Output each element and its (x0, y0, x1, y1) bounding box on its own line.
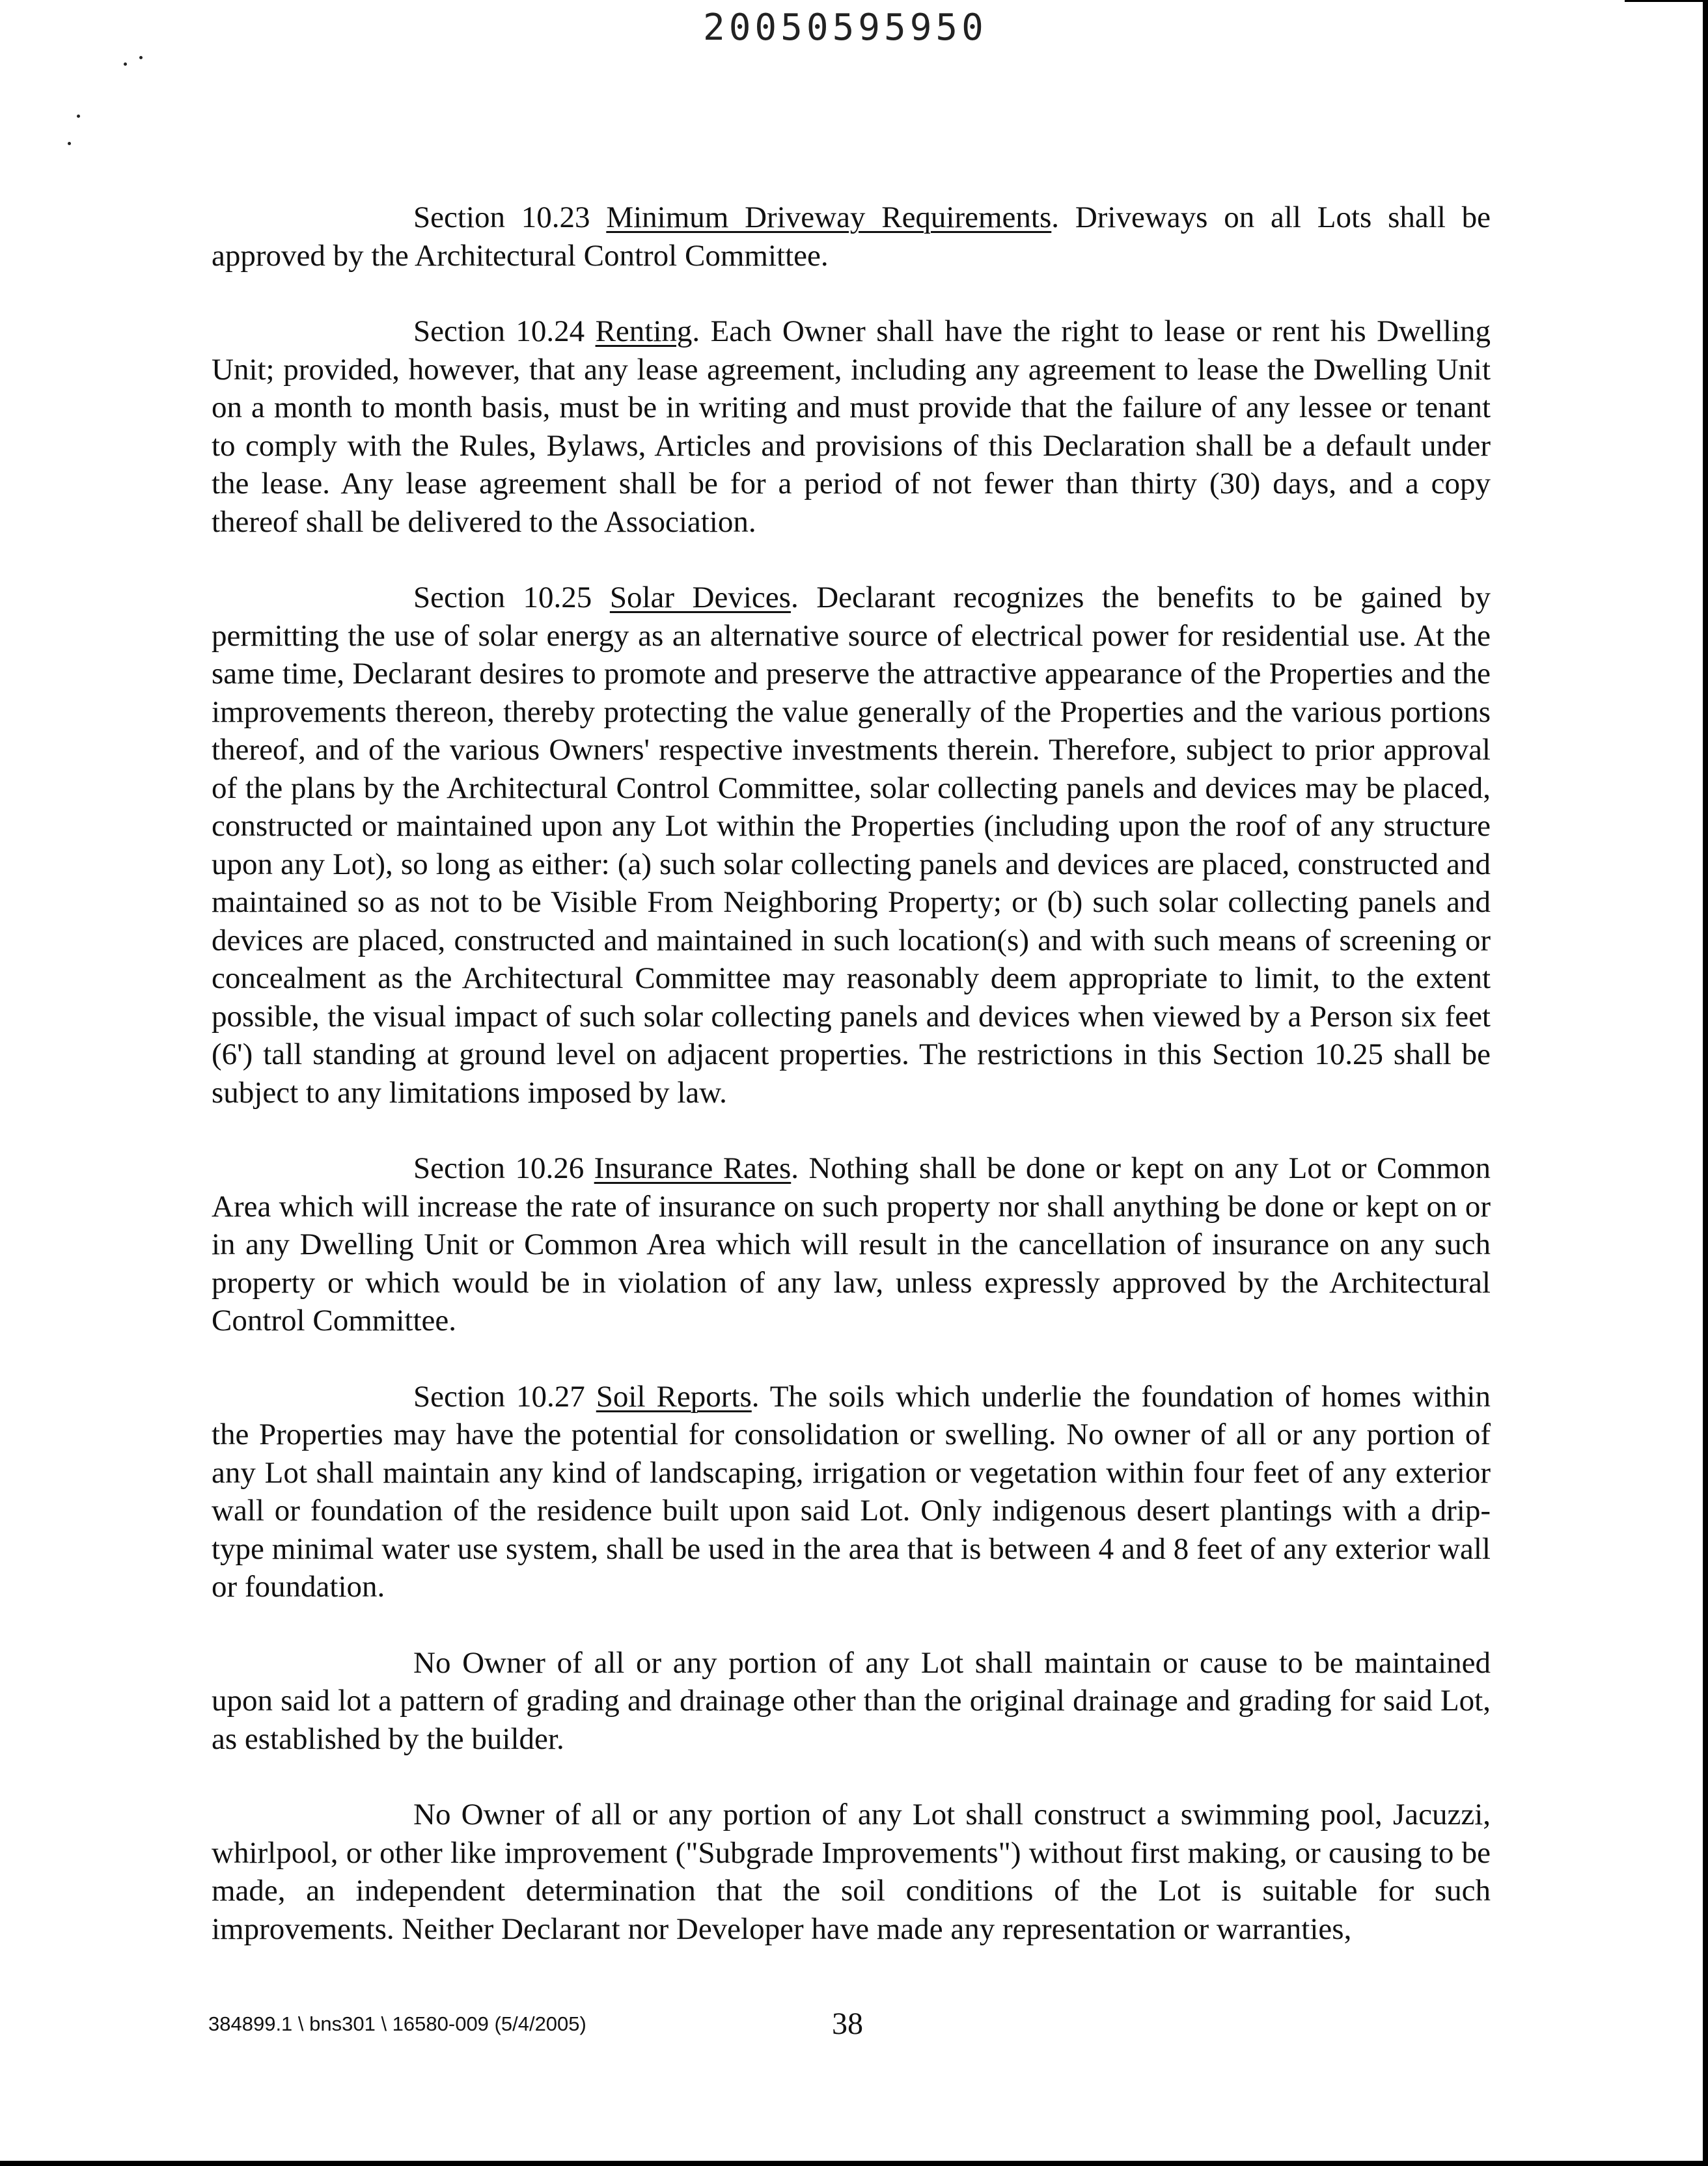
section-10-25: Section 10.25 Solar Devices. Declarant recognizes the benefits to be gained by permitting the use of solar energy as an alternative source of electrical power for residential use. At the same time, Declarant desires to promote and preserve the attractive appearance of the Properties and the improvements thereon, thereby protecting the value generally of the Properties and the various portions thereof, and of the various Owners' respective investments therein. Therefore, subject to prior approval of the plans by the Architectural Control Committee, solar collecting panels and devices may be placed, constructed or maintained upon any Lot within the Properties (including upon the roof of any structure upon any Lot), so long as either: (a) such solar collecting panels and devices are placed, constructed and maintained so as not to be Visible From Neighboring Property; or (b) such solar collecting panels and devices are placed, constructed and maintained in such location(s) and with such means of screening or concealment as the Architectural Committee may reasonably deem appropriate to limit, to the extent possible, the visual impact of such solar collecting panels and devices when viewed by a Person six feet (6') tall standing at ground level on adjacent properties. The restrictions in this Section 10.25 shall be subject to any limitations imposed by law. (212, 581, 1491, 1110)
section-number: Section 10.26 (413, 1151, 585, 1185)
scan-speck (68, 142, 71, 145)
grading-paragraph: No Owner of all or any portion of any Lot shall maintain or cause to be maintained upon said lot a pattern of grading and drainage other than the original drainage and grading for said Lot, as established by the builder. (212, 1645, 1491, 1756)
section-text: Nothing shall be done or kept on any Lot or Common Area which will increase the rate of insurance on such property nor shall anything be done or kept on or in any Dwelling Unit or Common Area which will result in the cancellation of insurance on any such property or which would be in violation of any law, unless expressly approved by the Architectural Control Committee. (212, 1151, 1491, 1337)
footer-document-id: 384899.1 \ bns301 \ 16580-009 (5/4/2005) (208, 2012, 586, 2035)
section-title: Solar Devices (609, 581, 791, 614)
section-number: Section 10.23 (413, 200, 590, 234)
section-10-27: Section 10.27 Soil Reports. The soils which underlie the foundation of homes within the Properties may have the potential for consolidation or swelling. No owner of all or any portion of any Lot shall maintain any kind of landscaping, irrigation or vegetation within four feet of any exterior wall or foundation of the residence built upon said Lot. Only indigenous desert plantings with a drip-type minimal water use system, shall be used in the area that is between 4 and 8 feet of any exterior wall or foundation. (212, 1379, 1491, 1604)
scan-speck (124, 62, 127, 66)
pools-paragraph: No Owner of all or any portion of any Lot shall construct a swimming pool, Jacuzzi, whirlpool, or other like improvement ("Subgrade Improvements") without first making, or causing to be made, an independent determination that the soil conditions of the Lot is suitable for such improvements. Neither Declarant nor Developer have made any representation or warranties, (212, 1798, 1491, 1946)
document-body (212, 199, 1491, 1986)
section-text: Declarant recognizes the benefits to be gained by permitting the use of solar energy as an alternative source of electrical power for residential use. At the same time, Declarant desires to promote and preserve the attractive appearance of the Properties and the improvements thereon, thereby protecting the value generally of the Properties and the various portions thereof, and of the various Owners' respective investments therein. Therefore, subject to prior approval of the plans by the Architectural Control Committee, solar collecting panels and devices may be placed, constructed or maintained upon any Lot within the Properties (including upon the roof of any structure upon any Lot), so long as either: (a) such solar collecting panels and devices are placed, constructed and maintained so as not to be Visible From Neighboring Property; or (b) such solar collecting panels and devices are placed, constructed and maintained in such location(s) and with such means of screening or concealment as the Architectural Committee may reasonably deem appropriate to limit, to the extent possible, the visual impact of such solar collecting panels and devices when viewed by a Person six feet (6') tall standing at ground level on adjacent properties. The restrictions in this Section 10.25 shall be subject to any limitations imposed by law. (212, 581, 1491, 1110)
section-title: Renting (595, 314, 693, 348)
scan-speck (139, 56, 143, 59)
section-10-26: Section 10.26 Insurance Rates. Nothing shall be done or kept on any Lot or Common Area which will increase the rate of insurance on such property nor shall anything be done or kept on or in any Dwelling Unit or Common Area which will result in the cancellation of insurance on any such property or which would be in violation of any law, unless expressly approved by the Architectural Control Committee. (212, 1151, 1491, 1337)
section-10-23: Section 10.23 Minimum Driveway Requirements. Driveways on all Lots shall be approved by the Architectural Control Committee. (212, 200, 1491, 273)
document-number: 20050595950 (703, 7, 987, 49)
section-title: Soil Reports (596, 1379, 752, 1414)
section-title: Insurance Rates (594, 1151, 792, 1185)
scan-edge-mark (1625, 0, 1703, 2)
section-10-24: Section 10.24 Renting. Each Owner shall have the right to lease or rent his Dwelling Unit; provided, however, that any lease agreement, including any agreement to lease the Dwelling Unit on a month to month basis, must be in writing and must provide that the failure of any lessee or tenant to comply with the Rules, Bylaws, Articles and provisions of this Declaration shall be a default under the lease. Any lease agreement shall be for a period of not fewer than thirty (30) days, and a copy thereof shall be delivered to the Association. (212, 314, 1491, 539)
section-text: Driveways on all Lots shall be approved by the Architectural Control Committee. (212, 200, 1491, 273)
section-number: Section 10.24 (413, 314, 585, 348)
section-text: The soils which underlie the foundation of homes within the Properties may have the potential for consolidation or swelling. No owner of all or any portion of any Lot shall maintain any kind of landscaping, irrigation or vegetation within four feet of any exterior wall or foundation of the residence built upon said Lot. Only indigenous desert plantings with a drip-type minimal water use system, shall be used in the area that is between 4 and 8 feet of any exterior wall or foundation. (212, 1379, 1491, 1604)
page-number: 38 (832, 2007, 863, 2041)
section-number: Section 10.25 (413, 581, 592, 614)
section-text: Each Owner shall have the right to lease or rent his Dwelling Unit; provided, however, that any lease agreement, including any agreement to lease the Dwelling Unit on a month to month basis, must be in writing and must provide that the failure of any lessee or tenant to comply with the Rules, Bylaws, Articles and provisions of this Declaration shall be a default under the lease. Any lease agreement shall be for a period of not fewer than thirty (30) days, and a copy thereof shall be delivered to the Association. (212, 314, 1491, 539)
scan-speck (77, 115, 80, 118)
section-number: Section 10.27 (413, 1379, 585, 1414)
section-title: Minimum Driveway Requirements (606, 200, 1052, 234)
